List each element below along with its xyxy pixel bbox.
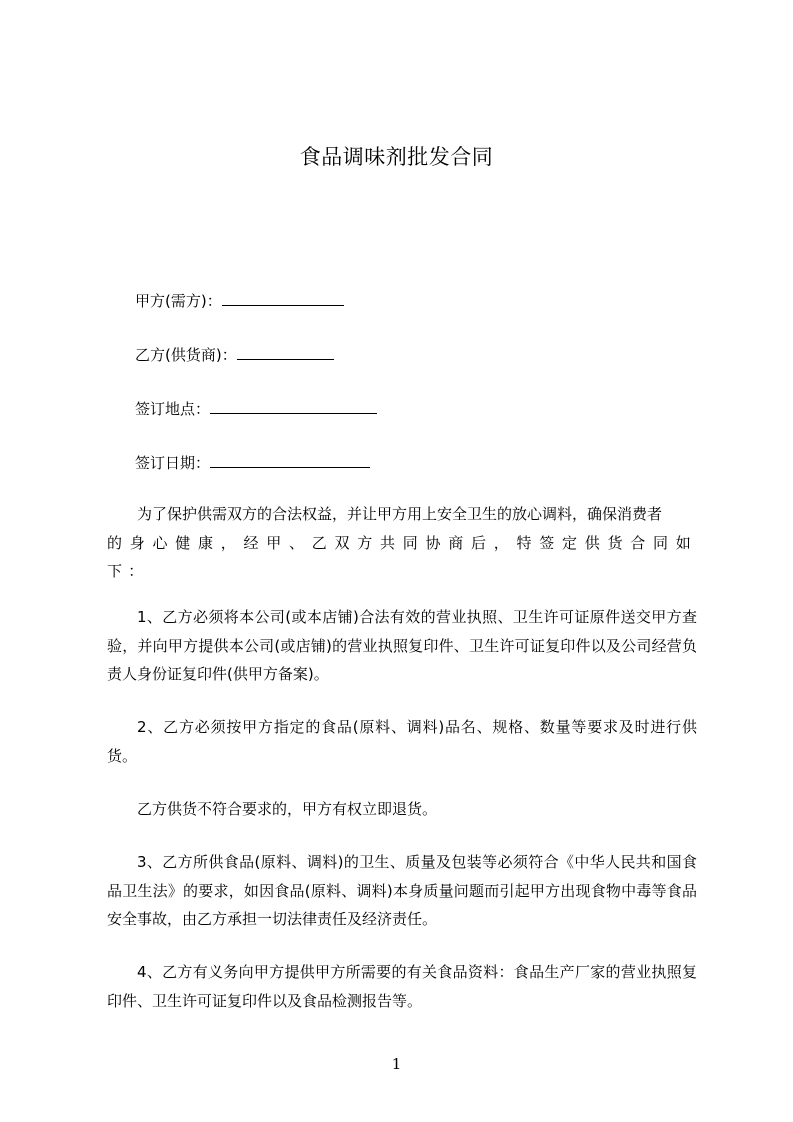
party-b-field: [135, 344, 334, 365]
party-a-blank-line: [222, 290, 344, 306]
document-title: 食品调味剂批发合同: [299, 145, 494, 169]
party-b-blank-line: [237, 344, 334, 360]
intro-paragraph: [107, 500, 697, 586]
party-a-label: 甲方(需方)：: [135, 292, 222, 310]
clause-1: 1、乙方必须将本公司(或本店铺)合法有效的营业执照、卫生许可证原件送交甲方查验，并向甲方提供本公司(或店铺)的营业执照复印件、卫生许可证复印件以及公司经营负责人身份证复印件(供甲方备案)。: [107, 608, 697, 683]
clause-4: 4、乙方有义务向甲方提供甲方所需要的有关食品资料：食品生产厂家的营业执照复印件、卫生许可证复印件以及食品检测报告等。: [107, 963, 697, 1010]
signing-date-blank-line: [210, 452, 370, 468]
signing-place-label: 签订地点：: [135, 400, 211, 418]
signing-date-field: [135, 452, 370, 473]
clause-2: 2、乙方必须按甲方指定的食品(原料、调料)品名、规格、数量等要求及时进行供货。: [107, 718, 697, 765]
signing-date-label: 签订日期：: [135, 454, 211, 472]
intro-line-2: 的身心健康，经甲、乙双方共同协商后，特签定供货合同如下：: [107, 533, 697, 580]
signing-place-blank-line: [210, 398, 377, 414]
party-b-label: 乙方(供货商)：: [135, 346, 237, 364]
page-number: 1: [391, 1055, 402, 1073]
clause-2-note: 乙方供货不符合要求的，甲方有权立即退货。: [137, 800, 438, 818]
clause-3: 3、乙方所供食品(原料、调料)的卫生、质量及包装等必须符合《中华人民共和国食品卫生法》的要求，如因食品(原料、调料)本身质量问题而引起甲方出现食物中毒等食品安全事故，由乙方承担一切法律责任及经济责任。: [107, 853, 697, 928]
intro-line-1: 为了保护供需双方的合法权益，并让甲方用上安全卫生的放心调料，确保消费者: [137, 505, 663, 523]
party-a-field: [135, 290, 344, 311]
signing-place-field: [135, 398, 377, 419]
